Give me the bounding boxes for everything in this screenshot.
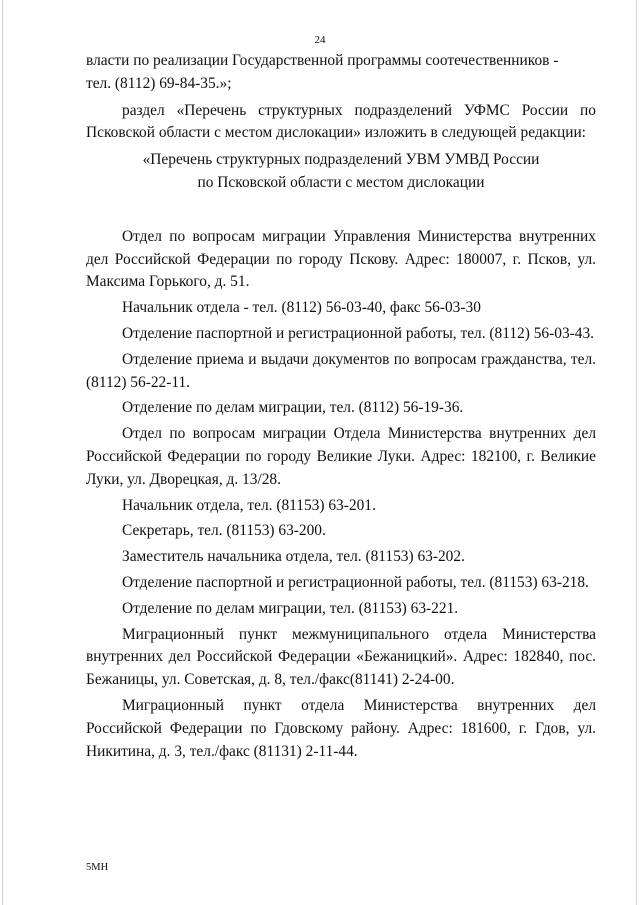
paragraph-continuation bbox=[86, 50, 596, 96]
scan-edge-right bbox=[636, 0, 637, 905]
paragraph-continuation-line-2: тел. (8112) 69-84-35.»; bbox=[86, 74, 232, 92]
paragraph-pskov-department: Отдел по вопросам миграции Управления Министерства внутренних дел Российской Федерации по городу Пскову. Адрес: 180007, г. Псков, ул. Максима Горького, д. 51. bbox=[86, 227, 596, 291]
paragraph-gdov-point: Миграционный пункт отдела Министерства внутренних дел Российской Федерации по Гдовскому району. Адрес: 181600, г. Гдов, ул. Никитина, д. 3, тел./факс (81131) 2-11-44. bbox=[86, 696, 596, 760]
paragraph-pskov-migration: Отделение по делам миграции, тел. (8112) 56-19-36. bbox=[122, 399, 464, 417]
paragraph-bezhanitsy-point: Миграционный пункт межмуниципального отдела Министерства внутренних дел Российской Федерации «Бежаницкий». Адрес: 182840, пос. Бежаницы, ул. Советская, д. 8, тел./факс(81141) 2-24-00. bbox=[86, 625, 596, 689]
paragraph-velikie-luki-migration: Отделение по делам миграции, тел. (81153) 63-221. bbox=[122, 599, 459, 617]
paragraph-velikie-luki-passport: Отделение паспортной и регистрационной работы, тел. (81153) 63-218. bbox=[122, 573, 589, 591]
page-number: 24 bbox=[314, 34, 326, 46]
list-heading bbox=[86, 149, 596, 195]
paragraph-pskov-passport: Отделение паспортной и регистрационной работы, тел. (8112) 56-03-43. bbox=[122, 324, 594, 342]
paragraph-continuation-line-1: власти по реализации Государственной программы соотечественников - bbox=[86, 52, 559, 69]
paragraph-velikie-luki-head: Начальник отдела, тел. (81153) 63-201. bbox=[122, 496, 376, 514]
paragraph-section-replace: раздел «Перечень структурных подразделений УФМС России по Псковской области с местом дислокации» изложить в следующей редакции: bbox=[86, 101, 596, 142]
paragraph-velikie-luki-department: Отдел по вопросам миграции Отдела Министерства внутренних дел Российской Федерации по городу Великие Луки. Адрес: 182100, г. Великие Луки, ул. Дворецкая, д. 13/28. bbox=[86, 425, 596, 488]
list-heading-line-1: «Перечень структурных подразделений УВМ УМВД России bbox=[142, 151, 540, 169]
footer-code: 5МН bbox=[86, 862, 109, 873]
document-body bbox=[86, 50, 596, 763]
paragraph-pskov-citizenship: Отделение приема и выдачи документов по вопросам гражданства, тел. (8112) 56-22-11. bbox=[86, 350, 596, 391]
paragraph-pskov-head: Начальник отдела - тел. (8112) 56-03-40, факс 56-03-30 bbox=[122, 299, 481, 317]
paragraph-velikie-luki-secretary: Секретарь, тел. (81153) 63-200. bbox=[122, 522, 326, 540]
scan-edge-left bbox=[2, 0, 3, 905]
paragraph-velikie-luki-deputy: Заместитель начальника отдела, тел. (81153) 63-202. bbox=[122, 548, 465, 566]
list-heading-line-2: по Псковской области с местом дислокации bbox=[197, 173, 485, 191]
